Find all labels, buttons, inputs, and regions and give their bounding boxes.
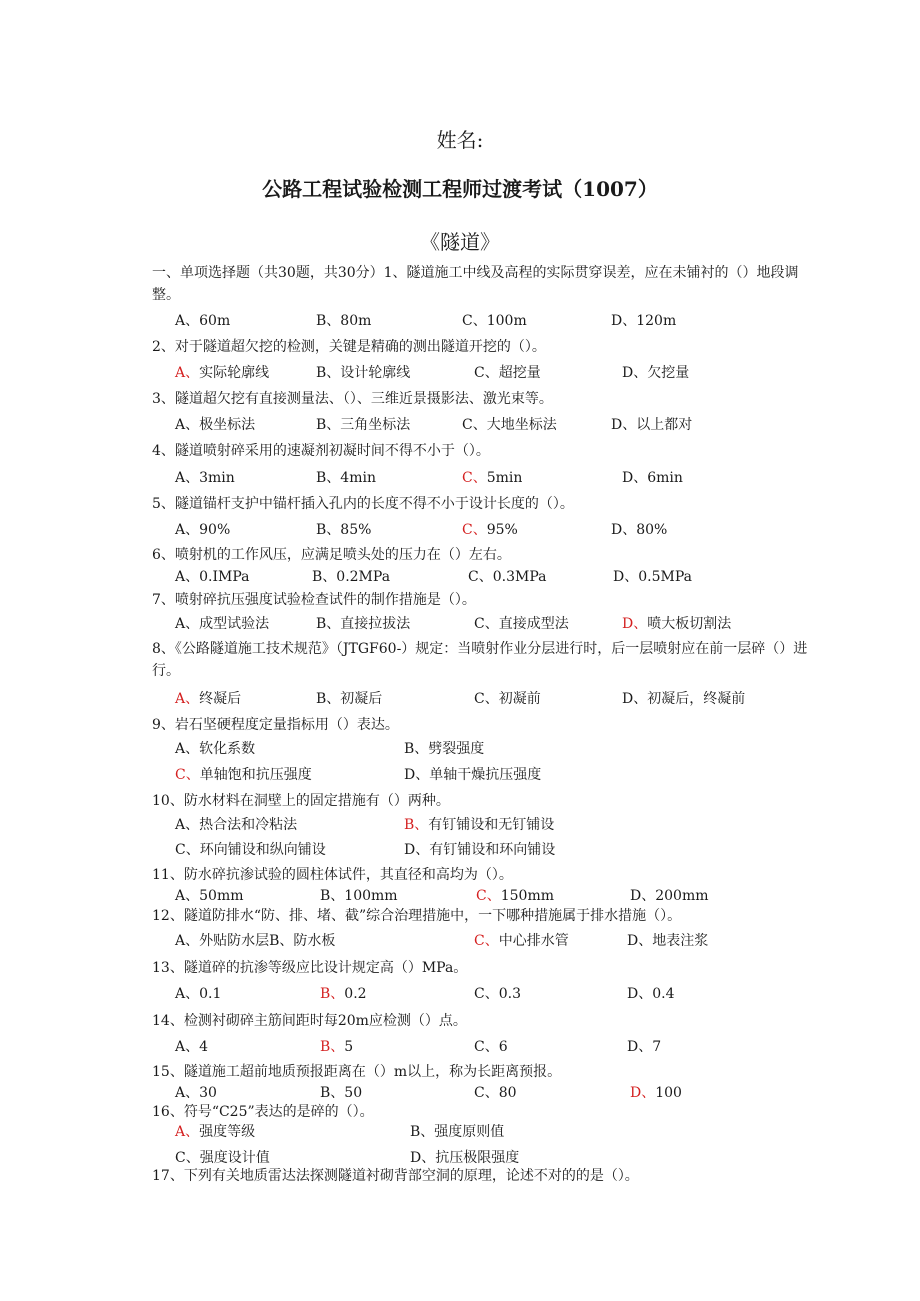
question-14: 14、检测衬砌碎主筋间距时每20m应检测（）点。 — [152, 1013, 467, 1029]
option-12a: A、外贴防水层B、防水板 — [175, 933, 336, 949]
option-12c: C、中心排水管 — [474, 933, 569, 949]
option-6c: C、0.3MPa — [468, 569, 547, 585]
option-14d: D、7 — [627, 1039, 662, 1055]
option-9c: C、单轴饱和抗压强度 — [175, 767, 312, 783]
option-7a: A、成型试验法 — [175, 616, 270, 632]
option-4d: D、6min — [622, 470, 683, 486]
option-5b: B、85% — [316, 522, 372, 538]
answer-mark: A、 — [175, 365, 200, 381]
option-9b: B、劈裂强度 — [404, 741, 485, 757]
question-8: 8、《公路隧道施工技术规范》（JTGF60-）规定：当喷射作业分层进行时，后一层喷射应在前一层碎（）进行。 — [152, 641, 808, 679]
option-3c: C、大地坐标法 — [462, 417, 557, 433]
option-14c: C、6 — [474, 1039, 508, 1055]
option-12d: D、地表注浆 — [627, 933, 709, 949]
option-10b: B、有钉铺设和无钉铺设 — [404, 817, 555, 833]
option-13a: A、0.1 — [175, 986, 222, 1002]
question-11: 11、防水碎抗渗试验的圆柱体试件，其直径和高均为（）。 — [152, 867, 513, 883]
option-10c: C、环向铺设和纵向铺设 — [175, 842, 326, 858]
option-5a: A、90% — [175, 522, 231, 538]
option-4b: B、4min — [316, 470, 376, 486]
exam-title — [0, 173, 920, 202]
question-15: 15、隧道施工超前地质预报距离在（）m以上，称为长距离预报。 — [152, 1064, 562, 1080]
answer-mark: B、 — [320, 986, 345, 1002]
answer-mark: D、 — [630, 1085, 656, 1101]
option-15c: C、80 — [474, 1085, 517, 1101]
answer-mark: C、 — [474, 933, 499, 949]
question-9: 9、岩石坚硬程度定量指标用（）表达。 — [152, 717, 399, 733]
option-7b: B、直接拉拔法 — [316, 616, 411, 632]
option-7c: C、直接成型法 — [474, 616, 569, 632]
option-3a: A、极坐标法 — [175, 417, 256, 433]
option-2b: B、设计轮廓线 — [316, 365, 411, 381]
option-4c: C、5min — [462, 470, 523, 486]
answer-mark: C、 — [462, 522, 487, 538]
question-3: 3、隧道超欠挖有直接测量法、（）、三维近景摄影法、激光束等。 — [152, 391, 553, 407]
exam-title-text: 公路工程试验检测工程师过渡考试（1007） — [262, 177, 658, 201]
answer-mark: D、 — [622, 616, 648, 632]
option-7d: D、喷大板切割法 — [622, 616, 732, 632]
option-6a: A、0.IMPa — [175, 569, 250, 585]
answer-mark: A、 — [175, 691, 200, 707]
question-10: 10、防水材料在洞壁上的固定措施有（）两种。 — [152, 793, 450, 809]
option-9d: D、单轴干燥抗压强度 — [404, 767, 542, 783]
option-11a: A、50mm — [175, 888, 244, 904]
option-15b: B、50 — [320, 1085, 363, 1101]
option-11c: C、150mm — [476, 888, 554, 904]
option-1a: A、60m — [175, 313, 231, 329]
answer-mark: A、 — [175, 1124, 200, 1140]
option-2d: D、欠挖量 — [622, 365, 690, 381]
option-11d: D、200mm — [630, 888, 709, 904]
answer-mark: C、 — [175, 767, 200, 783]
option-16c: C、强度设计值 — [175, 1150, 270, 1166]
question-12: 12、隧道防排水“防、排、堵、截”综合治理措施中，一下哪种措施属于排水措施（）。 — [152, 908, 682, 924]
question-6: 6、喷射机的工作风压，应满足喷头处的压力在（）左右。 — [152, 547, 511, 563]
option-1d: D、120m — [611, 313, 677, 329]
option-5d: D、80% — [611, 522, 668, 538]
option-2a: A、实际轮廓线 — [175, 365, 270, 381]
option-10a: A、热合法和冷粘法 — [175, 817, 298, 833]
answer-mark: C、 — [476, 888, 501, 904]
option-11b: B、100mm — [320, 888, 398, 904]
option-14b: B、5 — [320, 1039, 354, 1055]
option-16a: A、强度等级 — [175, 1124, 256, 1140]
option-8a: A、终凝后 — [175, 691, 242, 707]
question-1: 一、单项选择题（共30题，共30分）1、隧道施工中线及高程的实际贯穿误差，应在未铺衬的（）地段调整。 — [152, 265, 799, 303]
option-13d: D、0.4 — [627, 986, 675, 1002]
option-15d: D、100 — [630, 1085, 682, 1101]
option-1c: C、100m — [462, 313, 527, 329]
question-16: 16、符号“C25”表达的是碎的（）。 — [152, 1104, 374, 1120]
option-9a: A、软化系数 — [175, 741, 256, 757]
option-6b: B、0.2MPa — [312, 569, 391, 585]
question-7: 7、喷射碎抗压强度试验检查试件的制作措施是（）。 — [152, 592, 476, 608]
option-6d: D、0.5MPa — [613, 569, 692, 585]
answer-mark: B、 — [404, 817, 429, 833]
option-10d: D、有钉铺设和环向铺设 — [404, 842, 556, 858]
option-13c: C、0.3 — [474, 986, 521, 1002]
option-2c: C、超挖量 — [474, 365, 541, 381]
name-label: 姓名: — [436, 128, 484, 152]
subject-title: 《隧道》 — [420, 230, 500, 254]
option-5c: C、95% — [462, 522, 518, 538]
option-13b: B、0.2 — [320, 986, 367, 1002]
option-3b: B、三角坐标法 — [316, 417, 411, 433]
option-15a: A、30 — [175, 1085, 217, 1101]
option-1b: B、80m — [316, 313, 372, 329]
option-8b: B、初凝后 — [316, 691, 383, 707]
option-16d: D、抗压极限强度 — [410, 1150, 520, 1166]
question-13: 13、隧道碎的抗渗等级应比设计规定高（）MPa。 — [152, 960, 468, 976]
question-4: 4、隧道喷射碎采用的速凝剂初凝时间不得不小于（）。 — [152, 443, 490, 459]
option-16b: B、强度原则值 — [410, 1124, 505, 1140]
option-8d: D、初凝后，终凝前 — [622, 691, 746, 707]
option-8c: C、初凝前 — [474, 691, 541, 707]
question-5: 5、隧道锚杆支护中锚杆插入孔内的长度不得不小于设计长度的（）。 — [152, 496, 574, 512]
answer-mark: C、 — [462, 470, 487, 486]
question-2: 2、对于隧道超欠挖的检测，关键是精确的测出隧道开挖的（）。 — [152, 339, 546, 355]
question-17: 17、下列有关地质雷达法探测隧道衬砌背部空洞的原理，论述不对的的是（）。 — [152, 1168, 639, 1184]
option-3d: D、以上都对 — [611, 417, 693, 433]
option-14a: A、4 — [175, 1039, 209, 1055]
option-4a: A、3min — [175, 470, 235, 486]
answer-mark: B、 — [320, 1039, 345, 1055]
